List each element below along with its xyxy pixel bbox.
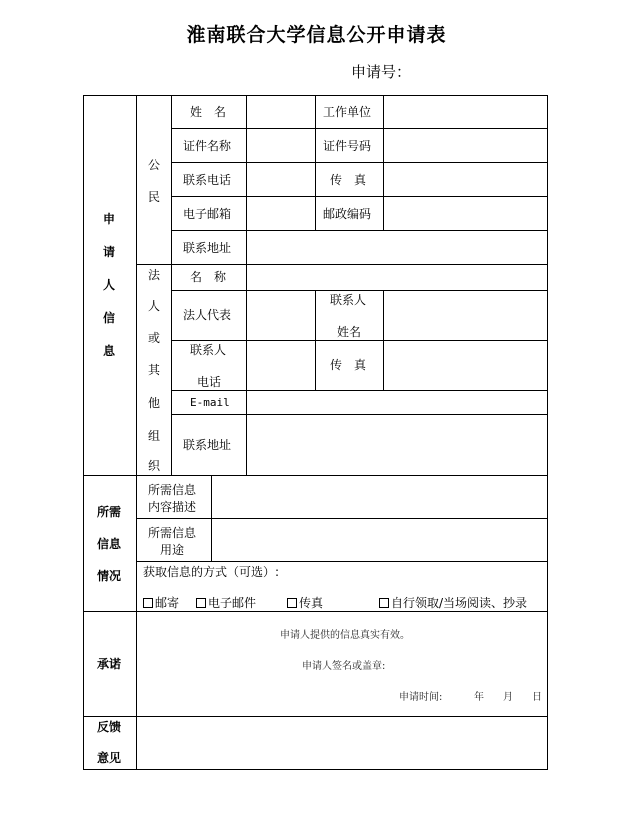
- citizen-fax-label: 传 真: [330, 173, 367, 187]
- purpose-label-line2: 用途: [160, 543, 185, 557]
- citizen-phone-label: 联系电话: [183, 173, 232, 187]
- apply-time-label: 申请时间:: [399, 692, 443, 703]
- contact-phone-label-line1: 联系人: [190, 343, 227, 357]
- org-address-label: 联系地址: [183, 438, 232, 452]
- option-fax[interactable]: 传真: [287, 596, 323, 610]
- citizen-address-label: 联系地址: [183, 241, 232, 255]
- contact-name-label-line1: 联系人: [330, 293, 367, 307]
- purpose-label-line1: 所需信息: [148, 526, 197, 540]
- citizen-name-label: 姓 名: [190, 105, 227, 119]
- option-email[interactable]: 电子邮件: [196, 596, 256, 610]
- citizen-id-type-label: 证件名称: [183, 139, 232, 153]
- apply-day-label: 日: [532, 692, 542, 703]
- option-self-pickup[interactable]: 自行领取/当场阅读、抄录: [379, 596, 527, 610]
- option-mail[interactable]: 邮寄: [143, 596, 179, 610]
- citizen-work-unit-label: 工作单位: [323, 105, 372, 119]
- method-label: 获取信息的方式（可选）:: [143, 565, 280, 579]
- feedback-heading-line2: 意见: [97, 751, 122, 765]
- org-name-label: 名 称: [190, 270, 227, 284]
- checkbox-icon[interactable]: [287, 598, 297, 608]
- application-number-label: 申请号：: [351, 63, 412, 81]
- contact-phone-label-line2: 电话: [197, 375, 222, 389]
- checkbox-icon[interactable]: [379, 598, 389, 608]
- citizen-email-label: 电子邮箱: [183, 207, 232, 221]
- content-desc-label-line1: 所需信息: [148, 483, 197, 497]
- signature-label: 申请人签名或盖章:: [302, 661, 386, 672]
- feedback-heading-line1: 反馈: [97, 720, 122, 734]
- checkbox-icon[interactable]: [143, 598, 153, 608]
- citizen-id-number-label: 证件号码: [323, 139, 372, 153]
- legal-rep-label: 法人代表: [183, 308, 232, 322]
- promise-statement: 申请人提供的信息真实有效。: [280, 630, 410, 641]
- citizen-postal-code-label: 邮政编码: [323, 207, 372, 221]
- page-title: 淮南联合大学信息公开申请表: [186, 24, 447, 46]
- contact-name-label-line2: 姓名: [337, 325, 362, 339]
- org-email-label: E-mail: [190, 396, 230, 409]
- apply-year-label: 年: [474, 692, 484, 703]
- apply-month-label: 月: [503, 692, 513, 703]
- checkbox-icon[interactable]: [196, 598, 206, 608]
- content-desc-label-line2: 内容描述: [148, 500, 197, 514]
- org-fax-label: 传 真: [330, 358, 367, 372]
- promise-heading: 承诺: [97, 657, 122, 671]
